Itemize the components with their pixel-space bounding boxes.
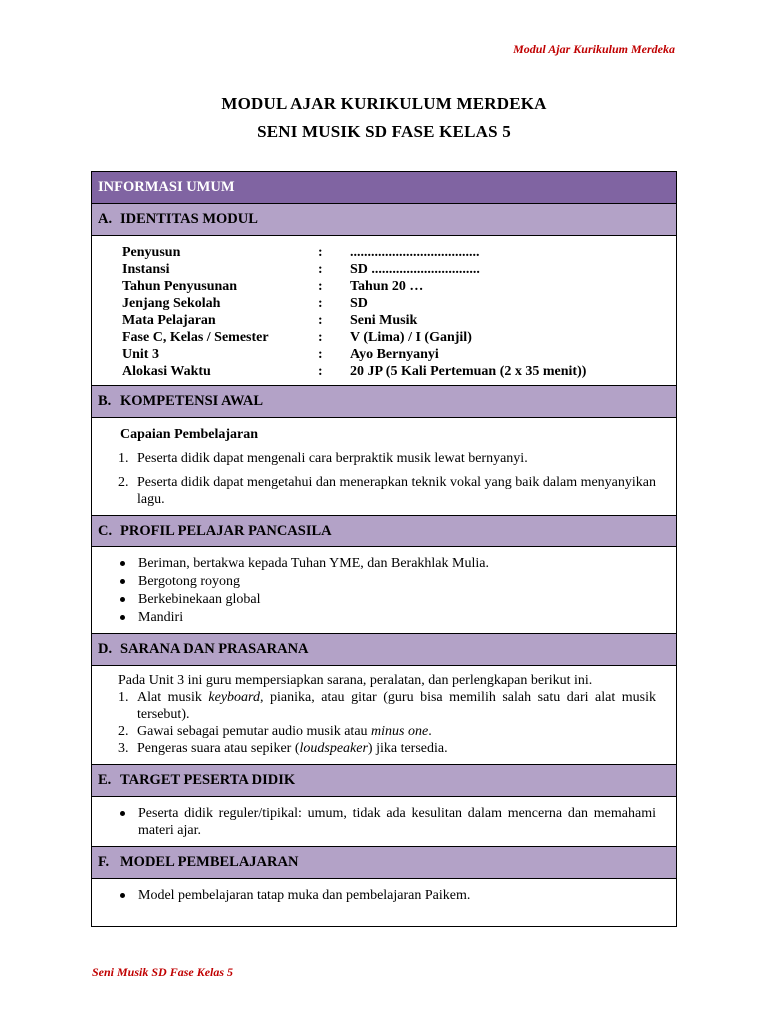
bullet-icon <box>120 615 125 620</box>
list-item <box>118 474 656 508</box>
list-number: 1. <box>118 451 129 466</box>
identity-colon: : <box>318 296 323 311</box>
list-item <box>118 555 656 573</box>
list-text-emphasis: minus one <box>371 724 429 739</box>
list-text: Model pembelajaran tatap muka dan pembelajaran Paikem. <box>138 888 471 903</box>
identity-label: Tahun Penyusunan <box>122 279 238 294</box>
kompetensi-list <box>118 450 656 508</box>
list-item <box>118 723 656 740</box>
identity-label: Jenjang Sekolah <box>122 296 221 311</box>
list-text: Alat musik <box>137 690 209 705</box>
document-title: MODUL AJAR KURIKULUM MERDEKA <box>221 94 547 113</box>
list-text-emphasis: loudspeaker <box>299 741 368 756</box>
list-text: Bergotong royong <box>138 574 241 589</box>
section-d-letter: D. <box>98 641 113 657</box>
identity-label: Unit 3 <box>122 347 159 362</box>
identity-colon: : <box>318 262 323 277</box>
document-subtitle: SENI MUSIK SD FASE KELAS 5 <box>257 122 511 141</box>
identity-value: 20 JP (5 Kali Pertemuan (2 x 35 menit)) <box>350 364 587 379</box>
section-b-header <box>92 385 676 418</box>
section-f-header <box>92 846 676 879</box>
informasi-umum-header <box>92 172 676 204</box>
identity-value: Ayo Bernyanyi <box>350 347 439 362</box>
identity-colon: : <box>318 364 323 379</box>
section-d-header <box>92 633 676 666</box>
bullet-icon <box>120 811 125 816</box>
bullet-icon <box>120 561 125 566</box>
identity-colon: : <box>318 347 323 362</box>
section-d-title: SARANA DAN PRASARANA <box>120 641 309 657</box>
section-a-content <box>92 236 676 385</box>
identity-label: Alokasi Waktu <box>122 364 211 379</box>
identity-value: Tahun 20 … <box>350 279 424 294</box>
section-b-content <box>92 418 676 515</box>
list-text: Peserta didik reguler/tipikal: umum, tidak ada kesulitan dalam mencerna dan memahami materi ajar. <box>138 806 656 838</box>
list-text: Gawai sebagai pemutar audio musik atau <box>137 724 372 739</box>
identity-label: Mata Pelajaran <box>122 313 216 328</box>
identity-label: Penyusun <box>122 245 181 260</box>
list-number: 2. <box>118 724 129 739</box>
list-item <box>118 689 656 723</box>
section-e-title: TARGET PESERTA DIDIK <box>120 772 296 788</box>
capaian-pembelajaran-heading: Capaian Pembelajaran <box>120 427 259 442</box>
list-text: Beriman, bertakwa kepada Tuhan YME, dan Berakhlak Mulia. <box>138 556 489 571</box>
list-number: 1. <box>118 690 129 705</box>
section-a-letter: A. <box>98 211 113 227</box>
list-text: Mandiri <box>138 610 184 625</box>
list-item <box>118 573 656 591</box>
list-text: Pengeras suara atau sepiker ( <box>137 741 300 756</box>
identity-value: SD <box>350 296 368 311</box>
list-text: Peserta didik dapat mengenali cara berpraktik musik lewat bernyanyi. <box>137 451 528 466</box>
bullet-icon <box>120 579 125 584</box>
identity-value: ..................................... <box>350 245 480 260</box>
list-text-emphasis: keyboard <box>208 690 260 705</box>
section-e-content <box>92 797 676 846</box>
identity-label: Instansi <box>122 262 170 277</box>
list-text: ) jika tersedia. <box>367 741 448 756</box>
list-item <box>118 805 656 839</box>
model-list <box>118 887 656 904</box>
section-a-title: IDENTITAS MODUL <box>120 211 258 227</box>
list-item <box>118 609 656 627</box>
list-item <box>118 887 656 904</box>
list-item <box>118 591 656 609</box>
identity-colon: : <box>318 330 323 345</box>
list-item <box>118 450 656 467</box>
list-text: , pianika, atau gitar (guru bisa memilih salah satu dari alat musik tersebut). <box>137 690 656 722</box>
section-f-content <box>92 879 676 926</box>
section-a-header <box>92 204 676 236</box>
list-text: . <box>428 724 432 739</box>
section-f-letter: F. <box>98 854 110 870</box>
identity-value: Seni Musik <box>350 313 418 328</box>
section-e-header <box>92 764 676 797</box>
section-d-content <box>92 666 676 764</box>
profil-list <box>118 555 656 627</box>
section-c-content <box>92 547 676 633</box>
informasi-umum-label: INFORMASI UMUM <box>98 179 235 195</box>
list-number: 3. <box>118 741 129 756</box>
sarana-intro: Pada Unit 3 ini guru mempersiapkan sarana, peralatan, dan perlengkapan berikut ini. <box>118 673 593 688</box>
identity-colon: : <box>318 313 323 328</box>
target-list <box>118 805 656 839</box>
section-f-title: MODEL PEMBELAJARAN <box>120 854 299 870</box>
running-header: Modul Ajar Kurikulum Merdeka <box>513 42 675 56</box>
section-b-title: KOMPETENSI AWAL <box>120 393 264 409</box>
list-number: 2. <box>118 475 129 490</box>
running-footer: Seni Musik SD Fase Kelas 5 <box>92 965 234 979</box>
list-item <box>118 740 656 757</box>
section-e-letter: E. <box>98 772 112 788</box>
list-text: Peserta didik dapat mengetahui dan menerapkan teknik vokal yang baik dalam menyanyikan lagu. <box>137 475 656 507</box>
sarana-list <box>118 689 656 757</box>
section-c-letter: C. <box>98 522 113 539</box>
identity-colon: : <box>318 279 323 294</box>
section-c-title: PROFIL PELAJAR PANCASILA <box>120 522 332 539</box>
identity-value: V (Lima) / I (Ganjil) <box>350 330 472 345</box>
identity-value: SD ............................... <box>350 262 480 277</box>
identity-colon: : <box>318 245 323 260</box>
section-b-letter: B. <box>98 393 112 409</box>
list-text: Berkebinekaan global <box>138 592 261 607</box>
section-c-header <box>92 515 676 547</box>
bullet-icon <box>120 893 125 898</box>
module-info-table <box>91 171 677 927</box>
bullet-icon <box>120 597 125 602</box>
identity-label: Fase C, Kelas / Semester <box>122 330 269 345</box>
